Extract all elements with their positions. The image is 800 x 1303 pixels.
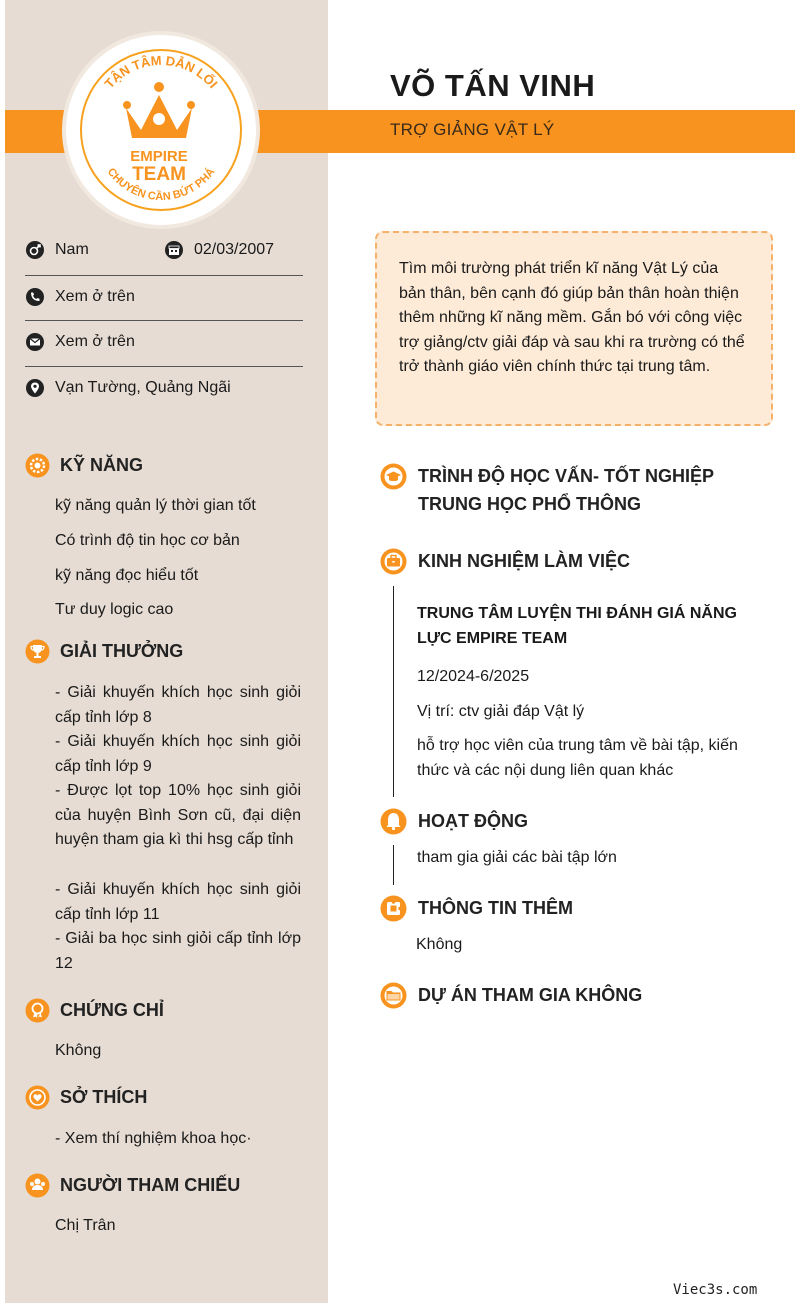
career-objective: Tìm môi trường phát triển kĩ năng Vật Lý của bản thân, bên cạnh đó giúp bản thân hoàn thiện thêm những kĩ năng mềm. Gắn bó với công việc trợ giảng/ctv giải đáp và sau khi ra trường có thể trở thành giáo viên chính thức tại trung tâm. <box>375 231 773 426</box>
activities-heading: HOẠT ĐỘNG <box>380 807 528 835</box>
job-title: TRỢ GIẢNG VẬT LÝ <box>390 120 555 139</box>
skills-heading: KỸ NĂNG <box>25 453 143 478</box>
address-value: Vạn Tường, Quảng Ngãi <box>55 379 231 396</box>
contact-address-row <box>25 378 303 398</box>
education-heading: TRÌNH ĐỘ HỌC VẤN- TỐT NGHIỆP TRUNG HỌC PHỔ THÔNG <box>380 462 740 518</box>
hobbies-heading: SỞ THÍCH <box>25 1085 147 1110</box>
people-icon <box>25 1173 50 1198</box>
timeline-line <box>393 845 394 885</box>
skill-item: kỹ năng quản lý thời gian tốt <box>55 497 256 514</box>
gender-icon <box>25 240 45 260</box>
skill-item: Tư duy logic cao <box>55 601 174 618</box>
award-item: - Được lọt top 10% học sinh giỏi của huyện Bình Sơn cũ, đại diện huyện tham gia kì thi hsg cấp tỉnh <box>55 782 301 848</box>
activities-value: tham gia giải các bài tập lớn <box>417 849 617 866</box>
bell-icon <box>380 808 407 835</box>
divider <box>25 320 303 321</box>
certificates-heading: CHỨNG CHỈ <box>25 998 164 1023</box>
heart-icon <box>25 1085 50 1110</box>
references-heading: NGƯỜI THAM CHIẾU <box>25 1173 240 1198</box>
skill-item: Có trình độ tin học cơ bản <box>55 532 240 549</box>
certificates-value: Không <box>55 1042 102 1059</box>
location-pin-icon <box>25 378 45 398</box>
extra-info-heading: THÔNG TIN THÊM <box>380 894 573 922</box>
divider <box>25 366 303 367</box>
experience-description: hỗ trợ học viên của trung tâm về bài tập, kiến thức và các nội dung liên quan khác <box>417 737 738 779</box>
candidate-name: VÕ TẤN VINH <box>390 68 596 103</box>
divider <box>25 275 303 276</box>
contact-birthday-row <box>164 240 304 260</box>
extra-info-value: Không <box>416 936 463 953</box>
svg-text:TẬN TÂM DẪN LỐI: TẬN TÂM DẪN LỐI <box>101 52 221 92</box>
info-puzzle-icon <box>380 895 407 922</box>
contact-email-row <box>25 332 303 352</box>
calendar-icon <box>164 240 184 260</box>
empire-team-logo <box>66 35 256 225</box>
phone-value: Xem ở trên <box>55 288 135 305</box>
birthday-value: 02/03/2007 <box>194 241 275 258</box>
gear-icon <box>25 453 50 478</box>
awards-heading: GIẢI THƯỞNG <box>25 639 183 664</box>
award-item: - Giải khuyến khích học sinh giỏi cấp tỉnh lớp 9 <box>55 733 301 775</box>
email-icon <box>25 332 45 352</box>
experience-position: Vị trí: ctv giải đáp Vật lý <box>417 703 585 720</box>
experience-company: TRUNG TÂM LUYỆN THI ĐÁNH GIÁ NĂNG LỰC EMPIRE TEAM <box>417 605 737 647</box>
projects-heading: DỰ ÁN THAM GIA KHÔNG <box>380 981 642 1009</box>
timeline-line <box>393 586 394 797</box>
logo-brand-line2: TEAM <box>132 164 186 185</box>
medal-icon <box>25 998 50 1023</box>
briefcase-icon <box>380 548 407 575</box>
award-item: - Giải khuyến khích học sinh giỏi cấp tỉnh lớp 11 <box>55 881 301 923</box>
folder-icon <box>380 982 407 1009</box>
email-value: Xem ở trên <box>55 333 135 350</box>
experience-heading: KINH NGHIỆM LÀM VIỆC <box>380 547 630 575</box>
references-value: Chị Trân <box>55 1217 116 1234</box>
graduation-cap-icon <box>380 463 407 490</box>
skill-item: kỹ năng đọc hiểu tốt <box>55 567 199 584</box>
experience-period: 12/2024-6/2025 <box>417 668 530 685</box>
hobbies-value: - Xem thí nghiệm khoa học· <box>55 1130 252 1147</box>
trophy-icon <box>25 639 50 664</box>
site-watermark: Viec3s.com <box>673 1282 758 1298</box>
phone-icon <box>25 287 45 307</box>
svg-text:CHUYÊN CẦN BỨT PHÁ: CHUYÊN CẦN BỨT PHÁ <box>104 166 218 204</box>
award-item: - Giải khuyến khích học sinh giỏi cấp tỉnh lớp 8 <box>55 684 301 726</box>
award-item: - Giải ba học sinh giỏi cấp tỉnh lớp 12 <box>55 930 301 972</box>
logo-brand-line1: EMPIRE <box>130 148 188 165</box>
crown-icon <box>123 82 195 138</box>
gender-value: Nam <box>55 241 89 258</box>
contact-phone-row <box>25 287 303 307</box>
